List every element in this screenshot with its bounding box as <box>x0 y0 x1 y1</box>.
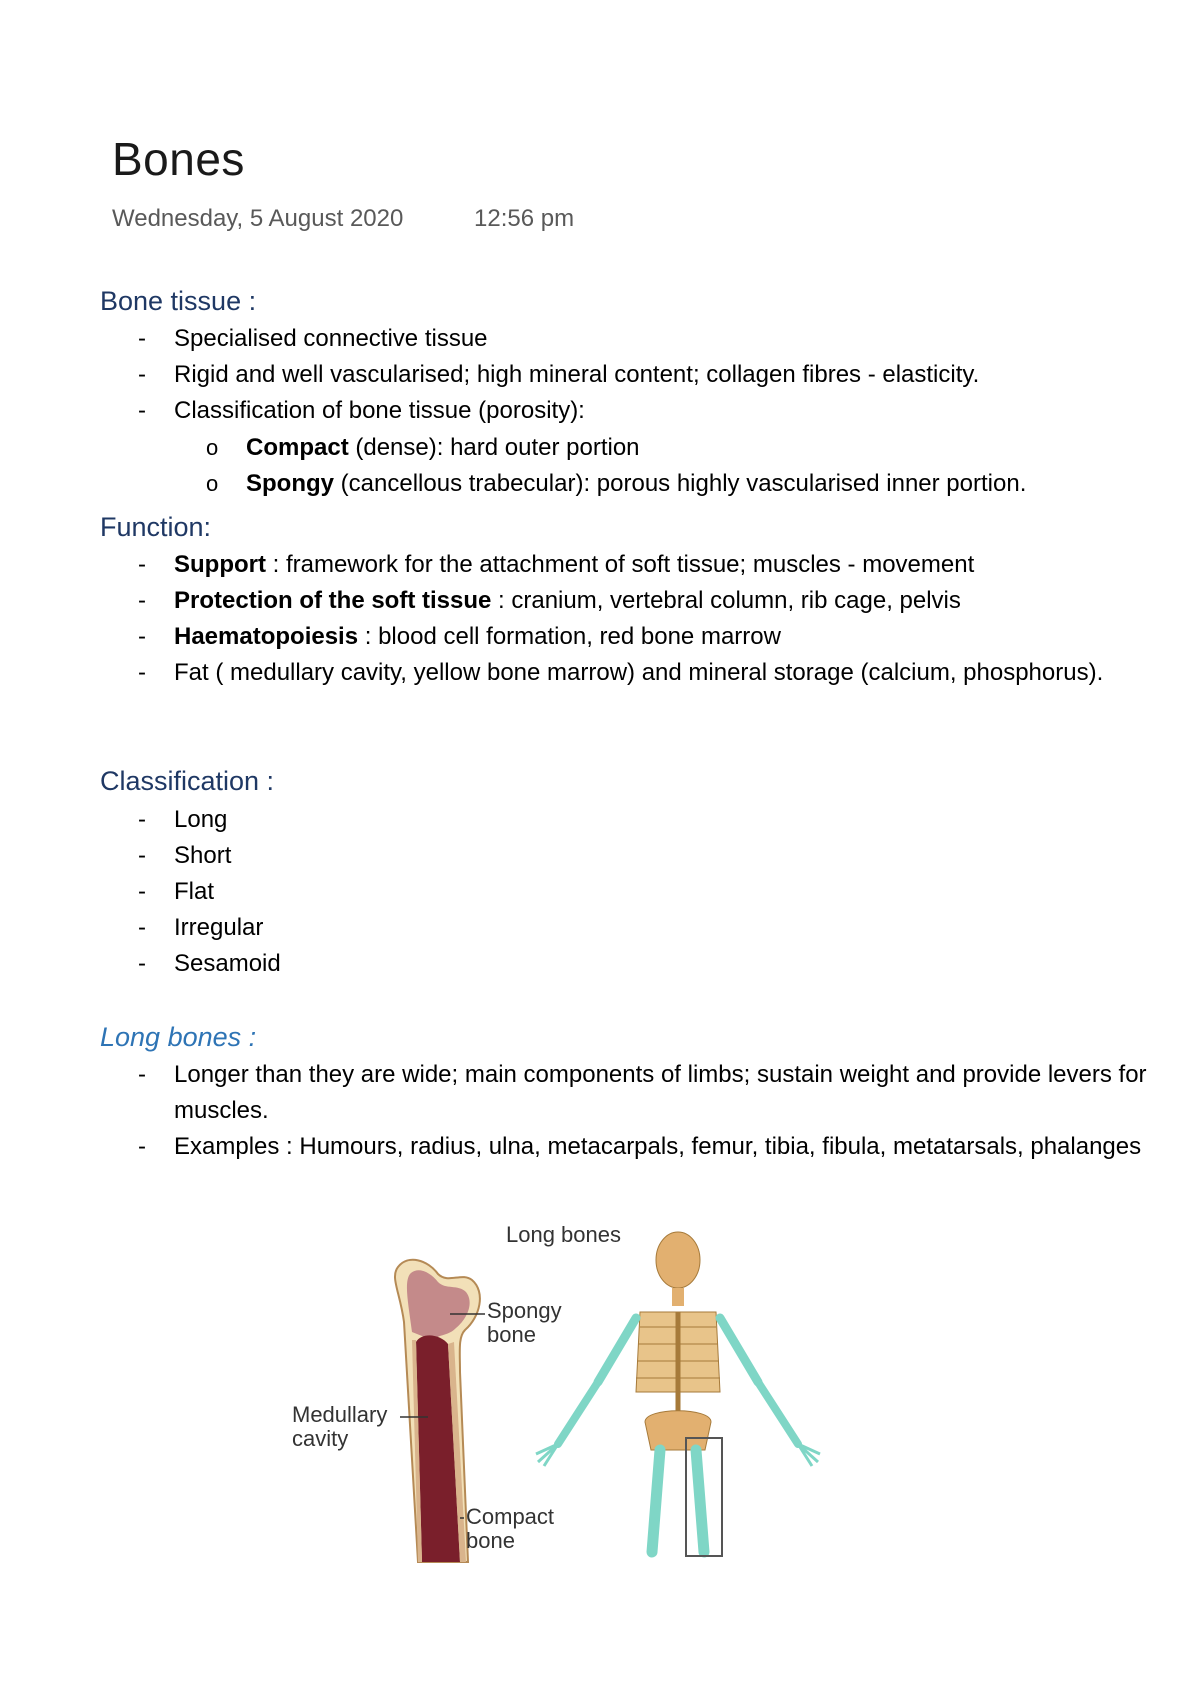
bullet-dash: - <box>138 1133 146 1160</box>
label-medullary-2: cavity <box>292 1426 349 1451</box>
list-item <box>100 874 1180 910</box>
list-item-text: Examples : Humours, radius, ulna, metacarpals, femur, tibia, fibula, metatarsals, phalanges <box>174 1133 1142 1160</box>
right-hand <box>798 1444 820 1466</box>
list-item <box>100 321 1180 357</box>
long-bones-figure <box>292 1222 920 1582</box>
list-item-text: Irregular <box>174 914 264 941</box>
bullet-dash: - <box>138 659 146 686</box>
sub-item-text: (dense): hard outer portion <box>348 434 640 461</box>
bullet-dash: - <box>138 842 146 869</box>
bone-tissue-list <box>100 321 1180 429</box>
bullet-circle: o <box>206 471 219 496</box>
list-item-text: Specialised connective tissue <box>174 325 488 352</box>
bullet-dash: - <box>138 361 146 388</box>
list-item <box>100 1129 1180 1165</box>
right-humerus <box>720 1318 758 1382</box>
classification-list <box>100 802 1180 982</box>
list-item-text: Longer than they are wide; main components of limbs; sustain weight and provide levers for muscles. <box>174 1061 1147 1124</box>
label-medullary-1: Medullary <box>292 1402 388 1427</box>
page-time: 12:56 pm <box>474 205 575 232</box>
right-femur <box>696 1450 704 1552</box>
left-humerus <box>598 1318 636 1382</box>
list-item <box>100 910 1180 946</box>
list-item-text: : cranium, vertebral column, rib cage, pelvis <box>491 587 961 614</box>
section-heading-classification: Classification : <box>100 766 275 796</box>
page-date: Wednesday, 5 August 2020 <box>112 205 404 232</box>
bullet-dash: - <box>138 397 146 424</box>
list-item <box>100 838 1180 874</box>
term-spongy: Spongy <box>246 470 334 497</box>
label-spongy-2: bone <box>487 1322 536 1347</box>
skeleton-illustration <box>536 1232 820 1556</box>
list-item-text: Sesamoid <box>174 950 281 977</box>
bullet-dash: - <box>138 1061 146 1088</box>
list-item-text: Rigid and well vascularised; high mineral content; collagen fibres - elasticity. <box>174 361 980 388</box>
bullet-circle: o <box>206 435 219 460</box>
left-femur <box>652 1450 660 1552</box>
list-item <box>100 393 1180 429</box>
list-item <box>100 357 1180 393</box>
term-protection: Protection of the soft tissue <box>174 587 492 614</box>
right-forearm <box>758 1382 798 1444</box>
neck <box>672 1288 684 1306</box>
list-item-text: Classification of bone tissue (porosity): <box>174 397 585 424</box>
sub-item-text: (cancellous trabecular): porous highly vascularised inner portion. <box>334 470 1027 497</box>
pelvis <box>645 1411 711 1450</box>
list-item <box>100 619 1180 655</box>
list-item <box>100 946 1180 982</box>
function-list <box>100 547 1180 691</box>
left-hand <box>536 1444 558 1466</box>
page-title: Bones <box>112 133 245 185</box>
sub-list-item <box>100 466 1180 502</box>
list-item <box>100 583 1180 619</box>
label-compact-2: bone <box>466 1528 515 1553</box>
term-compact: Compact <box>246 434 349 461</box>
section-heading-function: Function: <box>100 512 212 542</box>
label-spongy-1: Spongy <box>487 1298 562 1323</box>
bullet-dash: - <box>138 325 146 352</box>
list-item <box>100 1057 1180 1129</box>
bullet-dash: - <box>138 623 146 650</box>
list-item-text: : blood cell formation, red bone marrow <box>358 623 781 650</box>
term-support: Support <box>174 551 266 578</box>
bullet-dash: - <box>138 878 146 905</box>
bullet-dash: - <box>138 587 146 614</box>
bullet-dash: - <box>138 950 146 977</box>
skull <box>656 1232 700 1288</box>
section-heading-bone-tissue: Bone tissue : <box>100 286 257 316</box>
list-item-text: : framework for the attachment of soft tissue; muscles - movement <box>265 551 975 578</box>
list-item-text: Flat <box>174 878 215 905</box>
list-item <box>100 547 1180 583</box>
bullet-dash: - <box>138 914 146 941</box>
term-haematopoiesis: Haematopoiesis <box>174 623 359 650</box>
figure-title: Long bones <box>506 1222 621 1247</box>
list-item-text: Short <box>174 842 232 869</box>
list-item <box>100 655 1180 691</box>
section-heading-long-bones: Long bones : <box>100 1022 257 1052</box>
list-item <box>100 802 1180 838</box>
label-compact-1: Compact <box>466 1504 555 1529</box>
bullet-dash: - <box>138 551 146 578</box>
list-item-text: Long <box>174 806 228 833</box>
long-bones-list <box>100 1057 1180 1165</box>
left-forearm <box>558 1382 598 1444</box>
sub-list-item <box>100 430 1180 466</box>
list-item-text: Fat ( medullary cavity, yellow bone marrow) and mineral storage (calcium, phosphorus). <box>174 659 1104 686</box>
bone-tissue-sublist <box>100 430 1180 502</box>
bullet-dash: - <box>138 806 146 833</box>
